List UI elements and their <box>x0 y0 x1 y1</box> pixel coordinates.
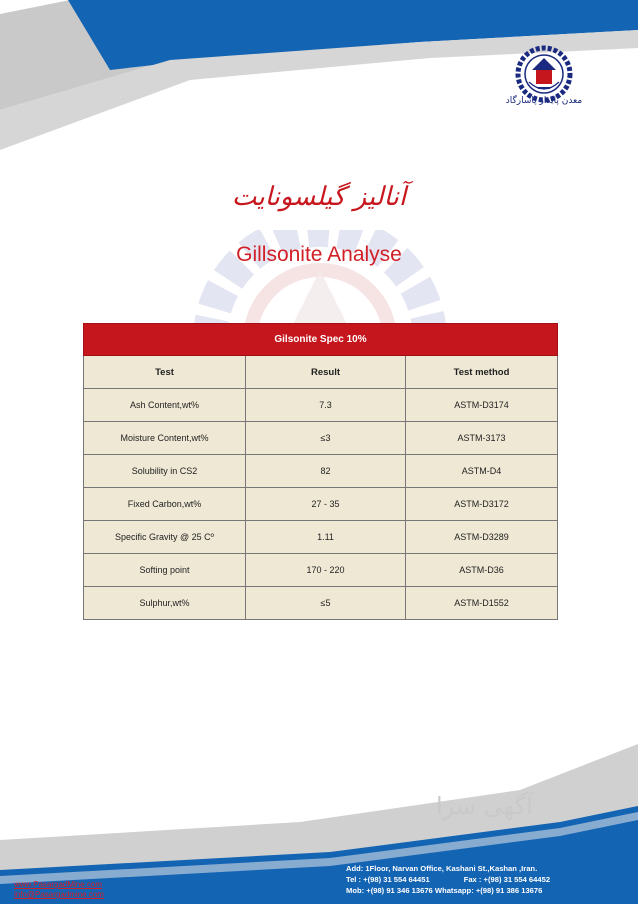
mob-value: +(98) 91 346 13676 <box>366 886 433 895</box>
cell-method: ASTM-D3174 <box>406 389 558 422</box>
column-header-result: Result <box>246 356 406 389</box>
table-row <box>84 587 558 620</box>
cell-test: Specific Gravity @ 25 Cº <box>84 521 246 554</box>
footer-address-row <box>346 863 636 874</box>
table-row <box>84 521 558 554</box>
spec-table <box>83 323 558 620</box>
tel-label: Tel : <box>346 875 362 884</box>
cell-method: ASTM-3173 <box>406 422 558 455</box>
cell-result: 7.3 <box>246 389 406 422</box>
table-row <box>84 422 558 455</box>
whatsapp-value: +(98) 91 386 13676 <box>475 886 543 895</box>
cell-method: ASTM-D1552 <box>406 587 558 620</box>
column-header-test: Test <box>84 356 246 389</box>
table-row <box>84 554 558 587</box>
footer-mobile-row <box>346 885 636 896</box>
column-header-method: Test method <box>406 356 558 389</box>
cell-test: Softing point <box>84 554 246 587</box>
cell-test: Ash Content,wt% <box>84 389 246 422</box>
footer-phone-row <box>346 874 636 885</box>
cell-test: Solubility in CS2 <box>84 455 246 488</box>
whatsapp-label: Whatsapp: <box>434 886 474 895</box>
title-english: Gillsonite Analyse <box>236 243 402 266</box>
cell-method: ASTM-D36 <box>406 554 558 587</box>
table-row <box>84 389 558 422</box>
cell-result: 170 - 220 <box>246 554 406 587</box>
watermark-text: آگهی سرا <box>436 792 533 820</box>
tel-value: +(98) 31 554 64451 <box>363 875 430 884</box>
cell-method: ASTM-D4 <box>406 455 558 488</box>
footer-links <box>14 880 104 900</box>
cell-result: ≤5 <box>246 587 406 620</box>
logo-caption-persian: معدن پایدار پاسارگاد <box>505 96 583 106</box>
table-header-row <box>84 356 558 389</box>
cell-result: 27 - 35 <box>246 488 406 521</box>
email-link[interactable]: info@Pasargadmine.com <box>14 890 104 899</box>
table-row <box>84 455 558 488</box>
cell-result: 82 <box>246 455 406 488</box>
table-heading: Gilsonite Spec 10% <box>84 324 558 356</box>
cell-test: Sulphur,wt% <box>84 587 246 620</box>
address-label: Add: <box>346 864 364 873</box>
table-row <box>84 488 558 521</box>
fax-value: +(98) 31 554 64452 <box>483 875 551 884</box>
website-link[interactable]: www.PasargadMine.com <box>14 880 103 889</box>
cell-method: ASTM-D3172 <box>406 488 558 521</box>
cell-method: ASTM-D3289 <box>406 521 558 554</box>
address-value: 1Floor, Narvan Office, Kashani St.,Kashan ,Iran. <box>365 864 538 873</box>
table-heading-row <box>84 324 558 356</box>
mob-label: Mob: <box>346 886 365 895</box>
cell-result: ≤3 <box>246 422 406 455</box>
footer-contact <box>346 863 636 896</box>
fax-label: Fax : <box>463 875 482 884</box>
title-persian: آنالیز گیلسونایت <box>231 182 407 212</box>
cell-test: Fixed Carbon,wt% <box>84 488 246 521</box>
cell-test: Moisture Content,wt% <box>84 422 246 455</box>
cell-result: 1.11 <box>246 521 406 554</box>
